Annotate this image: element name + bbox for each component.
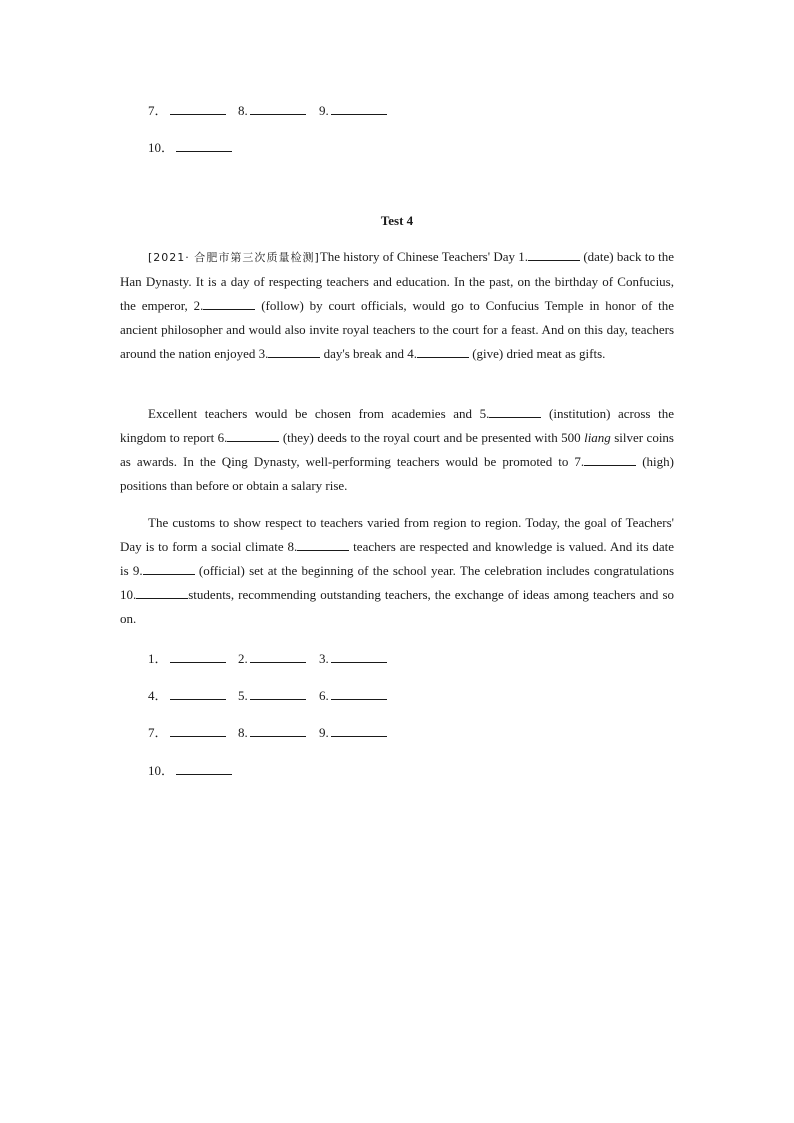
answer-item bbox=[238, 101, 306, 119]
paragraph-text: The customs to show respect to teachers varied from region to region. Today, the goal of Teachers' Day is to form a social climate 8. bbox=[120, 515, 674, 554]
answer-blank bbox=[489, 405, 541, 418]
passage-paragraph-1 bbox=[120, 245, 674, 366]
paragraph-text: The history of Chinese Teachers' Day 1. bbox=[319, 249, 529, 264]
answer-blank bbox=[176, 138, 232, 152]
answer-number: 2. bbox=[238, 651, 248, 666]
answer-blank bbox=[417, 345, 469, 358]
answer-item bbox=[238, 723, 306, 741]
answer-item bbox=[148, 101, 226, 119]
answer-blank bbox=[331, 686, 387, 700]
answer-number: 10． bbox=[148, 140, 175, 155]
paragraph-text: silver coins as awards. In the Qing Dynasty, well-performing teachers would be promoted to 7. bbox=[120, 430, 674, 469]
answer-item bbox=[148, 686, 226, 704]
answer-blank bbox=[268, 345, 320, 358]
paragraph-text: (follow) by court officials, would go to Confucius Temple in honor of the ancient philosopher and would also invite royal teachers to the court for a feast. And on this day, teachers around the nation enjoyed 3. bbox=[120, 298, 674, 361]
paragraph-text: students, recommending outstanding teachers, the exchange of ideas among teachers and so on. bbox=[120, 587, 674, 626]
paragraph-text: (date) back to the Han Dynasty. It is a day of respecting teachers and education. In the past, on the birthday of Confucius, the emperor, 2. bbox=[120, 249, 674, 313]
answer-number: 6. bbox=[319, 688, 329, 703]
paragraph-text: (official) set at the beginning of the school year. The celebration includes congratulations 10. bbox=[120, 563, 674, 602]
answer-blank bbox=[143, 562, 195, 575]
answer-item bbox=[238, 686, 306, 704]
answer-item bbox=[148, 138, 232, 156]
paragraph-text: (they) deeds to the royal court and be presented with 500 bbox=[279, 430, 585, 445]
answer-blank bbox=[584, 453, 636, 466]
answer-blank bbox=[203, 297, 255, 310]
answer-number: 3. bbox=[319, 651, 329, 666]
answer-blank bbox=[170, 723, 226, 737]
answer-item bbox=[148, 761, 232, 779]
answer-blank bbox=[250, 649, 306, 663]
answer-number: 1． bbox=[148, 651, 168, 666]
answer-blank bbox=[297, 538, 349, 551]
answer-number: 5. bbox=[238, 688, 248, 703]
test-title: Test 4 bbox=[380, 213, 414, 228]
answer-item bbox=[148, 649, 226, 667]
paragraph-text: (give) dried meat as gifts. bbox=[468, 346, 606, 361]
passage-paragraph-3 bbox=[120, 511, 674, 631]
answer-number: 7． bbox=[148, 725, 168, 740]
answer-blank bbox=[250, 686, 306, 700]
paragraph-text: Excellent teachers would be chosen from academies and 5. bbox=[148, 406, 490, 421]
answer-item bbox=[148, 723, 226, 741]
answer-item bbox=[319, 723, 387, 741]
answer-blank bbox=[176, 761, 232, 775]
passage-paragraph-2 bbox=[120, 402, 674, 498]
answer-blank bbox=[250, 101, 306, 115]
answer-number: 10． bbox=[148, 763, 175, 778]
answer-number: 9. bbox=[319, 103, 329, 118]
answer-blank bbox=[170, 101, 226, 115]
answer-number: 4． bbox=[148, 688, 168, 703]
answer-item bbox=[319, 686, 387, 704]
answer-blank bbox=[331, 101, 387, 115]
answer-blank bbox=[250, 723, 306, 737]
answer-number: 8. bbox=[238, 103, 248, 118]
answer-blank bbox=[331, 649, 387, 663]
paragraph-text: teachers are respected and knowledge is valued. And its date is 9. bbox=[120, 539, 674, 578]
answer-blank bbox=[170, 686, 226, 700]
italic-term: liang bbox=[584, 430, 611, 445]
answer-blank bbox=[528, 248, 580, 261]
answer-item bbox=[238, 649, 306, 667]
paragraph-text: (institution) across the kingdom to report 6. bbox=[120, 406, 674, 445]
answer-blank bbox=[227, 429, 279, 442]
answer-blank bbox=[136, 586, 188, 599]
paragraph-text: day's break and 4. bbox=[320, 346, 417, 361]
answer-number: 8. bbox=[238, 725, 248, 740]
source-label: [2021· 合肥市第三次质量检测] bbox=[148, 251, 320, 264]
answer-item bbox=[319, 649, 387, 667]
answer-blank bbox=[331, 723, 387, 737]
answer-number: 7． bbox=[148, 103, 168, 118]
answer-number: 9. bbox=[319, 725, 329, 740]
paragraph-text: (high) positions than before or obtain a salary rise. bbox=[120, 454, 674, 493]
answer-item bbox=[319, 101, 387, 119]
answer-blank bbox=[170, 649, 226, 663]
